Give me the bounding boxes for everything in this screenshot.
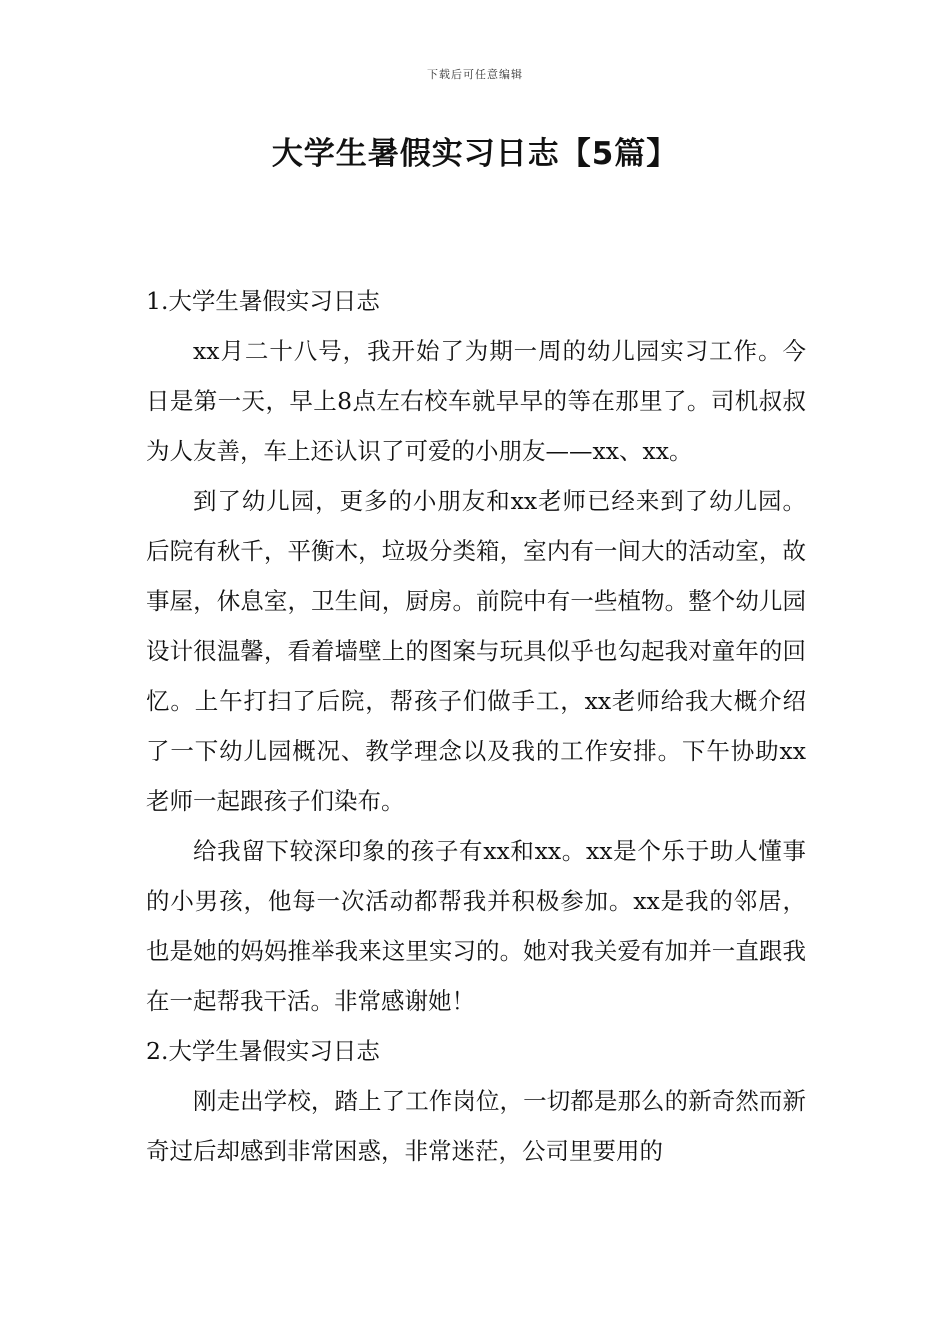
paragraph: 刚走出学校，踏上了工作岗位，一切都是那么的新奇然而新奇过后却感到非常困惑，非常迷茫，公司里要用的: [146, 1087, 806, 1165]
paragraph: xx月二十八号，我开始了为期一周的幼儿园实习工作。今日是第一天，早上8点左右校车就早早的等在那里了。司机叔叔为人友善，车上还认识了可爱的小朋友——xx、xx。: [146, 337, 806, 465]
document-body: [146, 276, 806, 1176]
header-note: 下载后可任意编辑: [427, 68, 523, 81]
paragraph: 到了幼儿园，更多的小朋友和xx老师已经来到了幼儿园。后院有秋千，平衡木，垃圾分类箱，室内有一间大的活动室，故事屋，休息室，卫生间，厨房。前院中有一些植物。整个幼儿园设计很温馨，看着墙壁上的图案与玩具似乎也勾起我对童年的回忆。上午打扫了后院，帮孩子们做手工，xx老师给我大概介绍了一下幼儿园概况、教学理念以及我的工作安排。下午协助xx老师一起跟孩子们染布。: [146, 487, 806, 815]
section-1: [146, 276, 806, 1026]
paragraph: 给我留下较深印象的孩子有xx和xx。xx是个乐于助人懂事的小男孩，他每一次活动都帮我并积极参加。xx是我的邻居，也是她的妈妈推举我来这里实习的。她对我关爱有加并一直跟我在一起帮我干活。非常感谢她！: [146, 837, 806, 1015]
section-2: [146, 1026, 806, 1176]
section-heading: 2.大学生暑假实习日志: [146, 1037, 380, 1065]
section-heading: 1.大学生暑假实习日志: [146, 287, 380, 315]
document-title: 大学生暑假实习日志【5篇】: [271, 136, 679, 172]
